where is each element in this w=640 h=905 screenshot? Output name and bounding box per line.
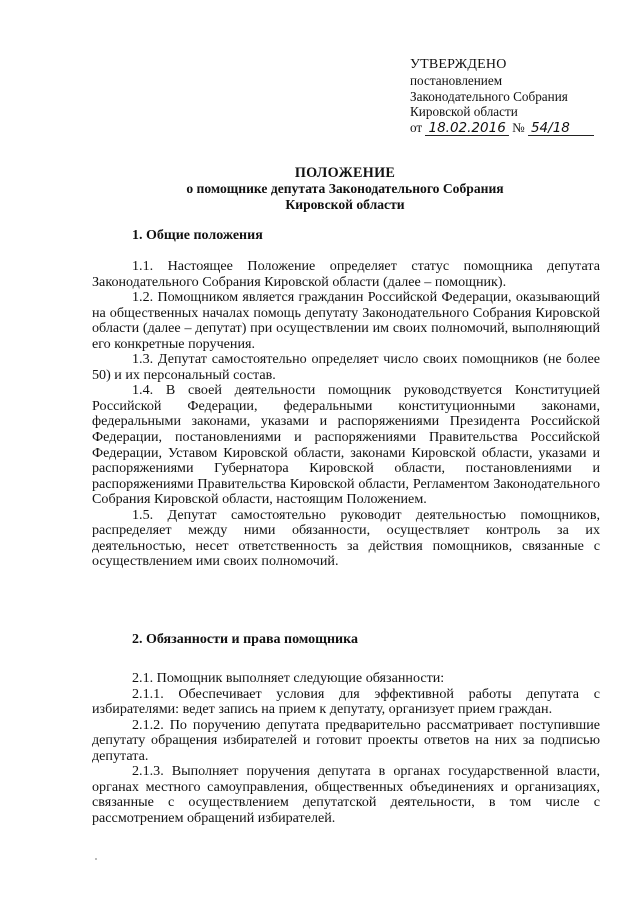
paragraph-1-1: 1.1. Настоящее Положение определяет статус помощника депутата Законодательного Собрания Кировской области (далее – помощник). (92, 258, 600, 290)
approval-line: Законодательного Собрания (410, 88, 568, 104)
paragraph-1-2: 1.2. Помощником является гражданин Российской Федерации, оказывающий на общественных началах помощь депутату Законодательного Собрания Кировской области (далее – депутат) при осуществлении им своих полномочий, выполняющий его конкретные поручения. (92, 289, 600, 352)
section-2-body (92, 671, 600, 826)
approval-line: постановлением (410, 73, 503, 88)
approval-line: Кировской области (410, 104, 518, 119)
paragraph-1-4: 1.4. В своей деятельности помощник руководствуется Конституцией Российской Федерации, федеральными конституционными законами, федеральными законами, указами и распоряжениями Президента Российской Федерации, постановлениями и распоряжениями Правительства Российской Федерации, Уставом Кировской области, законами Кировской области, указами и распоряжениями Губернатора Кировской области, постановлениями и распоряжениями Правительства Кировской области, Регламентом Законодательного Собрания Кировской области, настоящим Положением. (92, 382, 600, 508)
approval-heading: УТВЕРЖДЕНО (410, 57, 507, 72)
approval-date-line (410, 120, 620, 136)
date-prefix: от (410, 119, 423, 135)
approval-stamp (410, 56, 620, 136)
paragraph-1-3: 1.3. Депутат самостоятельно определяет число своих помощников (не более 50) и их персональный состав. (92, 351, 600, 383)
paragraph-2-1-1: 2.1.1. Обеспечивает условия для эффективной работы депутата с избирателями: ведет запись на прием к депутату, организует прием граждан. (92, 685, 600, 718)
paragraph-2-1: 2.1. Помощник выполняет следующие обязанности: (132, 670, 445, 686)
number-prefix: № (512, 119, 525, 135)
section-heading-1: 1. Общие положения (132, 228, 263, 243)
section-1-body (92, 259, 600, 570)
paragraph-2-1-3: 2.1.3. Выполняет поручения депутата в органах государственной власти, органах местного самоуправления, общественных объединениях и организациях, связанные с осуществлением депутатской деятельности, в том числе с рассмотрением обращений избирателей. (92, 763, 600, 826)
title-main: ПОЛОЖЕНИЕ (294, 165, 396, 181)
scan-speck (95, 858, 97, 860)
title-line: Кировской области (285, 196, 405, 212)
handwritten-date: 18.02.2016 (425, 121, 508, 136)
title-line: о помощнике депутата Законодательного Собрания (186, 181, 504, 197)
handwritten-number: 54/18 (528, 121, 594, 136)
paragraph-2-1-2: 2.1.2. По поручению депутата предварительно рассматривает поступившие депутату обращения избирателей и готовит проекты ответов на них за подписью депутата. (92, 716, 600, 764)
paragraph-1-5: 1.5. Депутат самостоятельно руководит деятельностью помощников, распределяет между ними обязанности, осуществляет контроль за их деятельностью, несет ответственность за действия помощников, связанные с осуществлением ими своих полномочий. (92, 506, 600, 570)
section-heading-2: 2. Обязанности и права помощника (132, 632, 358, 647)
document-title (60, 166, 630, 212)
